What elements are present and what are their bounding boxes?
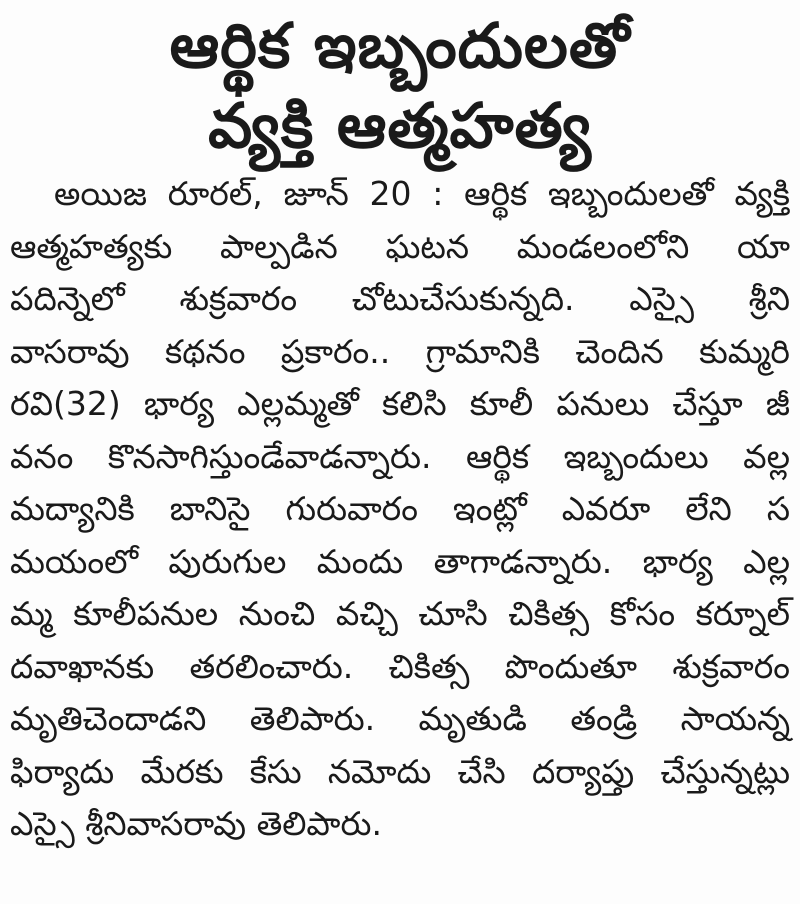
article-body (10, 168, 790, 851)
body-line: మయంలో పురుగుల మందు తాగాడన్నారు. భార్య ఎల్ల (10, 541, 790, 581)
body-line: మద్యానికి బానిసై గురువారం ఇంట్లో ఎవరూ లేని స (10, 489, 790, 528)
body-line: ఎస్సై శ్రీనివాసరావు తెలిపారు. (10, 804, 382, 843)
body-line: వాసరావు కథనం ప్రకారం.. గ్రామానికి చెందిన కుమ్మరి (10, 331, 790, 371)
headline-line-2: వ్యక్తి ఆత్మహత్య (208, 89, 592, 162)
body-line: ఆత్మహత్యకు పాల్పడిన ఘటన మండలంలోని యా (10, 226, 790, 266)
body-line: రవి(32) భార్య ఎల్లమ్మతో కలిసి కూలీ పనులు చేస్తూ జీ (10, 384, 790, 423)
body-line: మృతిచెందాడని తెలిపారు. మృతుడి తండ్రి సాయన్న (10, 699, 790, 738)
body-line: అయిజ రూరల్, జూన్ 20 : ఆర్థిక ఇబ్బందులతో వ్యక్తి (54, 174, 790, 213)
body-line: దవాఖానకు తరలించారు. చికిత్స పొందుతూ శుక్రవారం (10, 646, 790, 686)
body-line: పదిన్నెలో శుక్రవారం చోటుచేసుకున్నది. ఎస్సై శ్రీని (10, 279, 790, 318)
body-line: మ్మ కూలీపనుల నుంచి వచ్చి చూసి చికిత్స కోసం కర్నూల్ (10, 594, 790, 633)
body-line: ఫిర్యాదు మేరకు కేసు నమోదు చేసి దర్యాప్తు చేస్తున్నట్లు (10, 751, 790, 791)
headline-line-1: ఆర్థిక ఇబ్బందులతో (169, 9, 631, 82)
body-line: వనం కొనసాగిస్తుండేవాడన్నారు. ఆర్థిక ఇబ్బందులు వల్ల (10, 436, 790, 476)
